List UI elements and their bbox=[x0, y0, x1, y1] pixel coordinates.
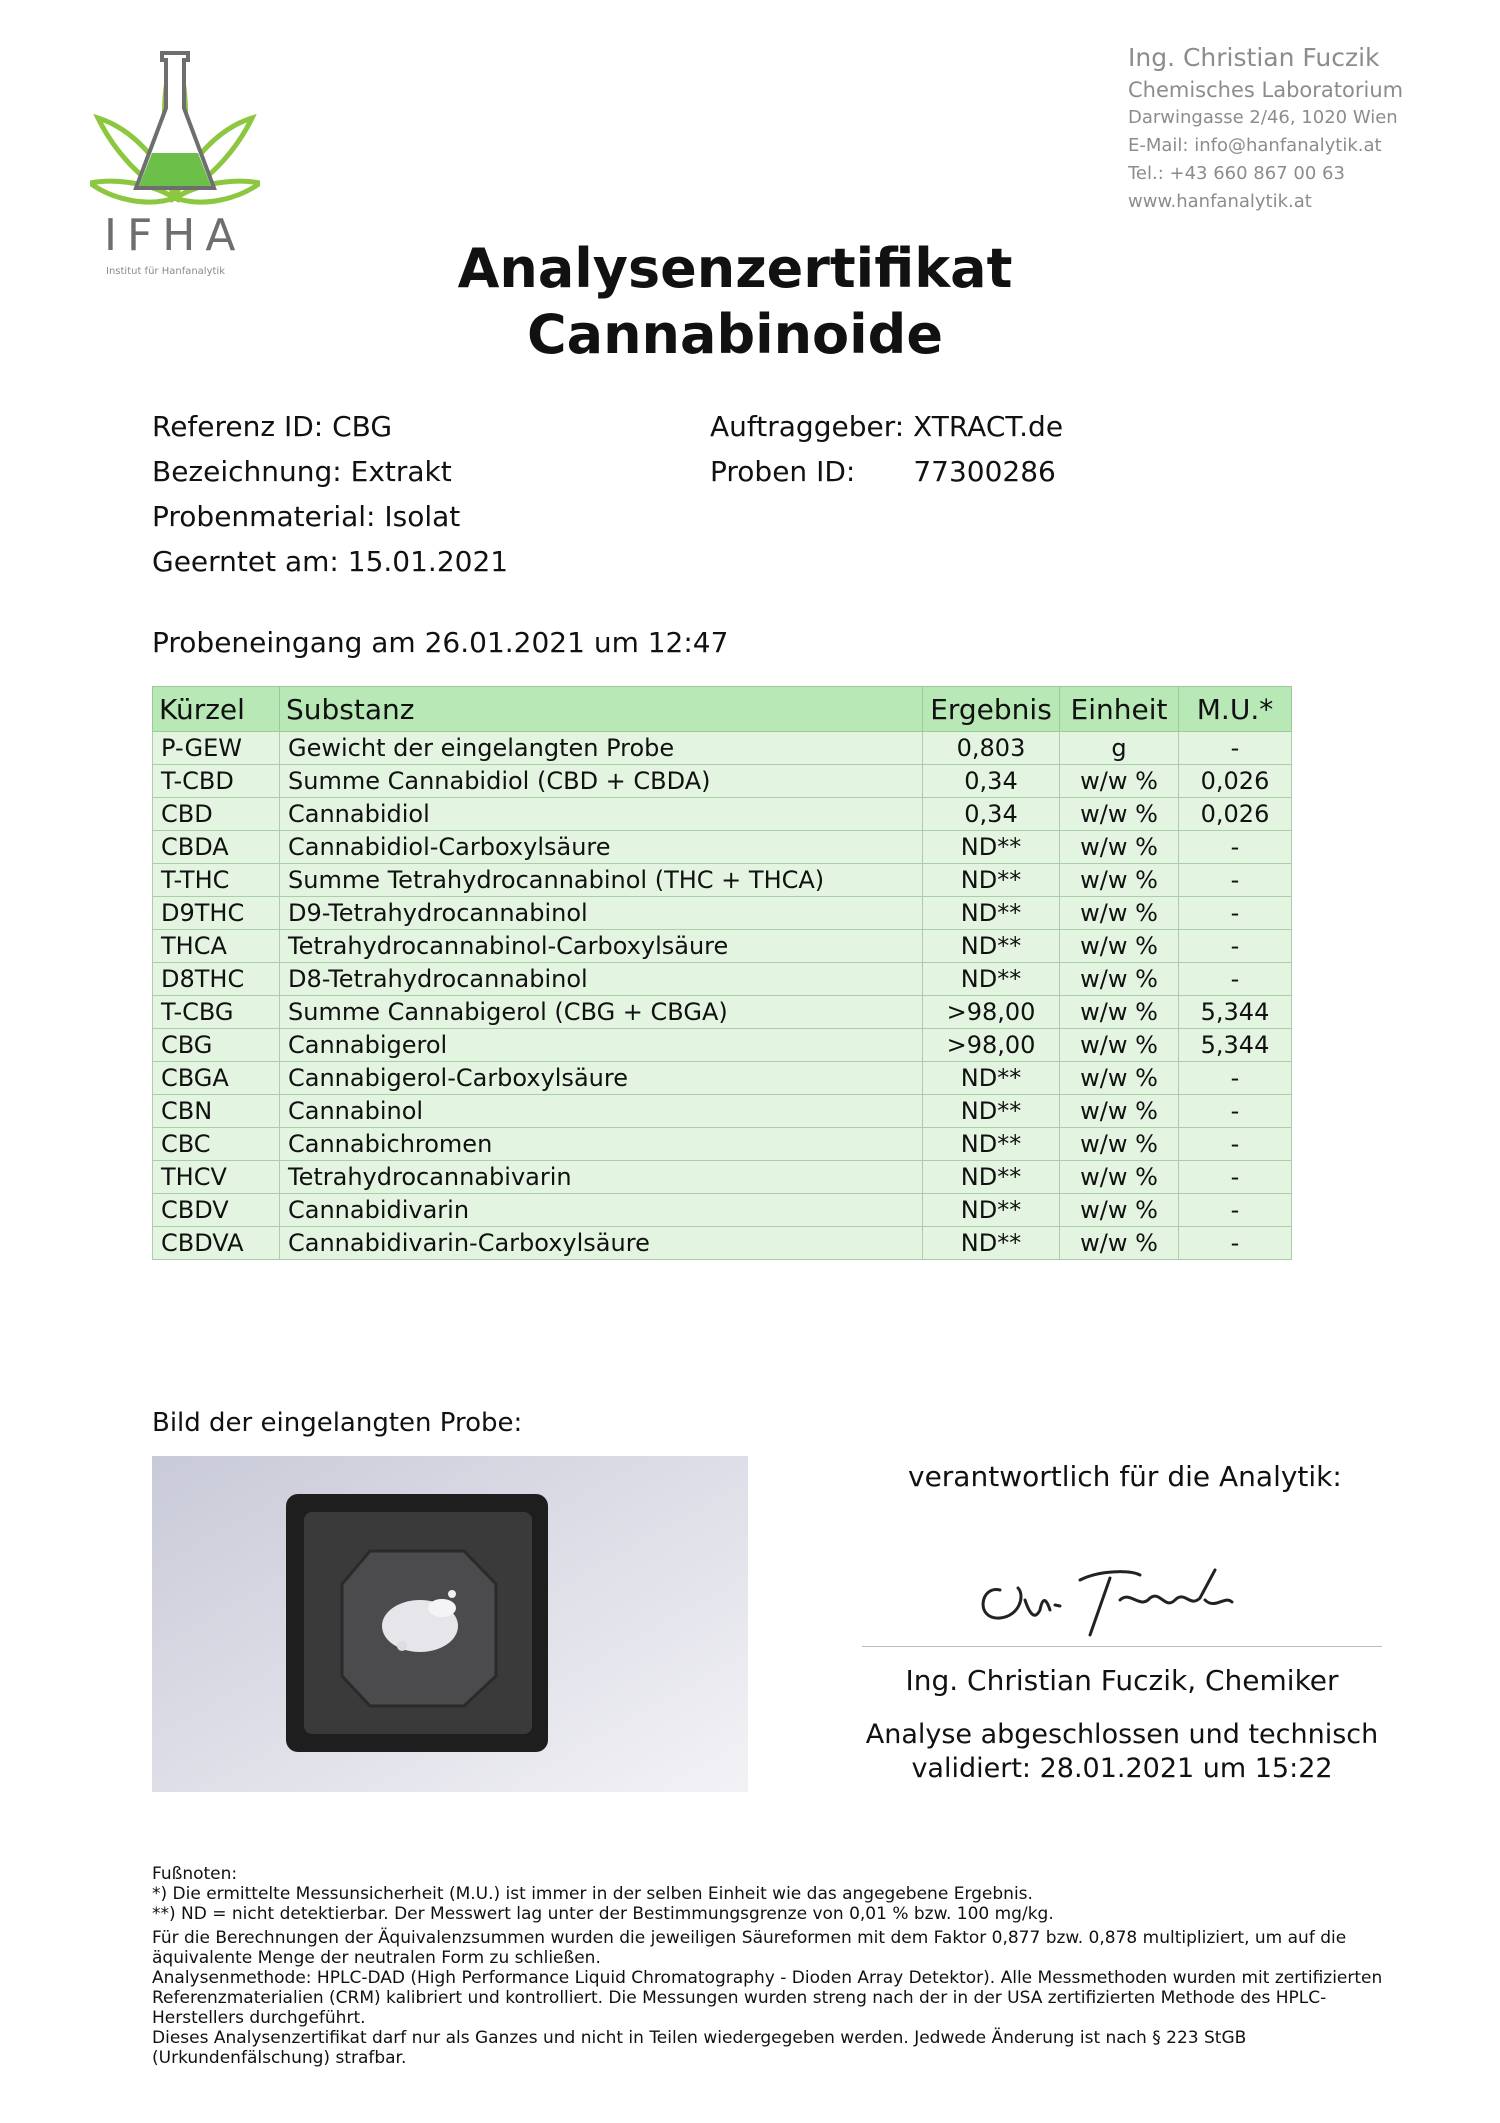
bezeichnung: Bezeichnung: Extrakt bbox=[152, 455, 452, 488]
logo-subtitle: Institut für Hanfanalytik bbox=[106, 266, 225, 277]
cell-kuerzel: T-CBG bbox=[153, 996, 280, 1029]
proben-id-value: 77300286 bbox=[913, 455, 1056, 488]
cell-kuerzel: CBN bbox=[153, 1095, 280, 1128]
cell-kuerzel: CBDV bbox=[153, 1194, 280, 1227]
footnote-calculation: Für die Berechnungen der Äquivalenzsummen wurden die jeweiligen Säureformen mit dem Faktor 0,877 bzw. 0,878 multipliziert, um auf die äquivalente Menge der neutralen Form zu schließen. bbox=[152, 1928, 1347, 1968]
table-row bbox=[153, 1095, 1292, 1128]
cell-ergebnis: >98,00 bbox=[923, 996, 1060, 1029]
cell-einheit: w/w % bbox=[1060, 930, 1179, 963]
cell-substanz: Gewicht der eingelangten Probe bbox=[280, 732, 923, 765]
cell-ergebnis: ND** bbox=[923, 1161, 1060, 1194]
cell-einheit: w/w % bbox=[1060, 897, 1179, 930]
table-row bbox=[153, 1161, 1292, 1194]
cell-mu: - bbox=[1179, 897, 1292, 930]
footnote-copyright: Dieses Analysenzertifikat darf nur als Ganzes und nicht in Teilen wiedergegeben werden. Jedwede Änderung ist nach § 223 StGB (Urkundenfälschung) strafbar. bbox=[152, 2028, 1247, 2068]
cell-ergebnis: ND** bbox=[923, 1095, 1060, 1128]
lab-website[interactable]: www.hanfanalytik.at bbox=[1128, 191, 1312, 212]
cell-substanz: Tetrahydrocannabinol-Carboxylsäure bbox=[280, 930, 923, 963]
cell-mu: - bbox=[1179, 1227, 1292, 1260]
title-line-1: Analysenzertifikat bbox=[457, 237, 1013, 300]
cell-kuerzel: T-CBD bbox=[153, 765, 280, 798]
cell-mu: 0,026 bbox=[1179, 798, 1292, 831]
cell-einheit: w/w % bbox=[1060, 1194, 1179, 1227]
table-row bbox=[153, 732, 1292, 765]
cell-ergebnis: ND** bbox=[923, 1128, 1060, 1161]
signature-line bbox=[862, 1646, 1382, 1647]
table-row bbox=[153, 930, 1292, 963]
header-kuerzel: Kürzel bbox=[153, 687, 280, 732]
cell-einheit: w/w % bbox=[1060, 996, 1179, 1029]
cell-einheit: w/w % bbox=[1060, 1161, 1179, 1194]
table-row bbox=[153, 1128, 1292, 1161]
cell-ergebnis: ND** bbox=[923, 864, 1060, 897]
cell-substanz: Cannabidiol bbox=[280, 798, 923, 831]
cell-substanz: Cannabidiol-Carboxylsäure bbox=[280, 831, 923, 864]
cell-ergebnis: ND** bbox=[923, 1227, 1060, 1260]
auftraggeber: Auftraggeber: XTRACT.de bbox=[710, 410, 1064, 443]
validation-line-2: validiert: 28.01.2021 um 15:22 bbox=[911, 1753, 1333, 1784]
cell-substanz: Cannabidivarin-Carboxylsäure bbox=[280, 1227, 923, 1260]
table-row bbox=[153, 897, 1292, 930]
cell-kuerzel: THCA bbox=[153, 930, 280, 963]
cell-einheit: w/w % bbox=[1060, 1095, 1179, 1128]
cell-mu: - bbox=[1179, 1062, 1292, 1095]
table-row bbox=[153, 831, 1292, 864]
cell-substanz: Tetrahydrocannabivarin bbox=[280, 1161, 923, 1194]
cell-ergebnis: 0,34 bbox=[923, 798, 1060, 831]
sample-image-label: Bild der eingelangten Probe: bbox=[152, 1408, 523, 1438]
cell-kuerzel: CBD bbox=[153, 798, 280, 831]
cell-einheit: w/w % bbox=[1060, 765, 1179, 798]
table-row bbox=[153, 996, 1292, 1029]
cell-ergebnis: ND** bbox=[923, 1062, 1060, 1095]
cell-ergebnis: ND** bbox=[923, 1194, 1060, 1227]
cell-mu: - bbox=[1179, 831, 1292, 864]
header-einheit: Einheit bbox=[1060, 687, 1179, 732]
validation-line-1: Analyse abgeschlossen und technisch bbox=[865, 1719, 1379, 1750]
cell-substanz: Cannabidivarin bbox=[280, 1194, 923, 1227]
cell-kuerzel: THCV bbox=[153, 1161, 280, 1194]
cell-kuerzel: CBG bbox=[153, 1029, 280, 1062]
validation-note bbox=[862, 1718, 1382, 1786]
cell-substanz: D8-Tetrahydrocannabinol bbox=[280, 963, 923, 996]
cell-ergebnis: >98,00 bbox=[923, 1029, 1060, 1062]
cell-einheit: w/w % bbox=[1060, 1029, 1179, 1062]
cell-mu: - bbox=[1179, 930, 1292, 963]
sample-meta-left bbox=[152, 404, 508, 584]
cell-ergebnis: ND** bbox=[923, 930, 1060, 963]
referenz-id: Referenz ID: CBG bbox=[152, 410, 393, 443]
cell-einheit: w/w % bbox=[1060, 1062, 1179, 1095]
cell-ergebnis: ND** bbox=[923, 831, 1060, 864]
cell-substanz: Cannabigerol bbox=[280, 1029, 923, 1062]
footnotes-title: Fußnoten: bbox=[152, 1864, 238, 1884]
cell-substanz: Cannabichromen bbox=[280, 1128, 923, 1161]
lab-name: Ing. Christian Fuczik bbox=[1128, 43, 1380, 72]
cell-einheit: w/w % bbox=[1060, 831, 1179, 864]
cell-substanz: Summe Cannabigerol (CBG + CBGA) bbox=[280, 996, 923, 1029]
cell-ergebnis: ND** bbox=[923, 963, 1060, 996]
table-row bbox=[153, 765, 1292, 798]
cell-mu: - bbox=[1179, 1095, 1292, 1128]
cell-ergebnis: 0,803 bbox=[923, 732, 1060, 765]
sample-meta-right bbox=[710, 404, 1063, 494]
cell-substanz: D9-Tetrahydrocannabinol bbox=[280, 897, 923, 930]
cell-kuerzel: P-GEW bbox=[153, 732, 280, 765]
table-row bbox=[153, 1194, 1292, 1227]
footnote-nd: **) ND = nicht detektierbar. Der Messwert lag unter der Bestimmungsgrenze von 0,01 % bzw. 100 mg/kg. bbox=[152, 1904, 1054, 1924]
document-title bbox=[0, 236, 1470, 368]
cell-einheit: w/w % bbox=[1060, 1227, 1179, 1260]
cell-mu: 5,344 bbox=[1179, 996, 1292, 1029]
cell-einheit: w/w % bbox=[1060, 798, 1179, 831]
cell-mu: 5,344 bbox=[1179, 1029, 1292, 1062]
title-line-2: Cannabinoide bbox=[527, 303, 943, 366]
cell-kuerzel: CBC bbox=[153, 1128, 280, 1161]
cell-ergebnis: ND** bbox=[923, 897, 1060, 930]
cell-substanz: Cannabigerol-Carboxylsäure bbox=[280, 1062, 923, 1095]
proben-id-label: Proben ID: bbox=[710, 455, 856, 488]
cell-einheit: w/w % bbox=[1060, 864, 1179, 897]
cell-einheit: w/w % bbox=[1060, 963, 1179, 996]
lab-phone: Tel.: +43 660 867 00 63 bbox=[1128, 163, 1345, 184]
table-row bbox=[153, 1227, 1292, 1260]
signature bbox=[970, 1540, 1270, 1640]
cell-einheit: g bbox=[1060, 732, 1179, 765]
header-substanz: Substanz bbox=[280, 687, 923, 732]
cell-kuerzel: D9THC bbox=[153, 897, 280, 930]
cell-kuerzel: CBDVA bbox=[153, 1227, 280, 1260]
table-row bbox=[153, 798, 1292, 831]
table-row bbox=[153, 1029, 1292, 1062]
cell-kuerzel: D8THC bbox=[153, 963, 280, 996]
probeneingang: Probeneingang am 26.01.2021 um 12:47 bbox=[152, 626, 729, 659]
cell-mu: - bbox=[1179, 864, 1292, 897]
results-table bbox=[152, 686, 1292, 1260]
cell-ergebnis: 0,34 bbox=[923, 765, 1060, 798]
chemist-name: Ing. Christian Fuczik, Chemiker bbox=[905, 1664, 1339, 1697]
lab-email[interactable]: E-Mail: info@hanfanalytik.at bbox=[1128, 135, 1382, 156]
logo-wordmark: IFHA bbox=[104, 210, 246, 261]
responsible-label: verantwortlich für die Analytik: bbox=[908, 1460, 1342, 1493]
sample-photo bbox=[152, 1456, 748, 1792]
cell-substanz: Cannabinol bbox=[280, 1095, 923, 1128]
header-ergebnis: Ergebnis bbox=[923, 687, 1060, 732]
cell-substanz: Summe Tetrahydrocannabinol (THC + THCA) bbox=[280, 864, 923, 897]
table-row bbox=[153, 963, 1292, 996]
cell-kuerzel: T-THC bbox=[153, 864, 280, 897]
lab-header bbox=[1128, 40, 1403, 216]
cell-substanz: Summe Cannabidiol (CBD + CBDA) bbox=[280, 765, 923, 798]
cell-kuerzel: CBGA bbox=[153, 1062, 280, 1095]
header-mu: M.U.* bbox=[1179, 687, 1292, 732]
table-row bbox=[153, 1062, 1292, 1095]
footnote-mu: *) Die ermittelte Messunsicherheit (M.U.) ist immer in der selben Einheit wie das angegebene Ergebnis. bbox=[152, 1884, 1033, 1904]
lab-type: Chemisches Laboratorium bbox=[1128, 78, 1404, 102]
table-row bbox=[153, 864, 1292, 897]
probenmaterial: Probenmaterial: Isolat bbox=[152, 500, 461, 533]
cell-mu: - bbox=[1179, 732, 1292, 765]
cell-einheit: w/w % bbox=[1060, 1128, 1179, 1161]
geerntet: Geerntet am: 15.01.2021 bbox=[152, 545, 509, 578]
proben-id bbox=[710, 449, 1063, 494]
cell-mu: - bbox=[1179, 1161, 1292, 1194]
cell-mu: - bbox=[1179, 1128, 1292, 1161]
footnotes bbox=[152, 1864, 1412, 2068]
lab-address: Darwingasse 2/46, 1020 Wien bbox=[1128, 107, 1398, 128]
footnote-method: Analysenmethode: HPLC-DAD (High Performance Liquid Chromatography - Dioden Array Detektor). Alle Messmethoden wurden mit zertifizierten Referenzmaterialien (CRM) kalibriert und kontrolliert. Die Messungen wurden streng nach der in der USA zertifizierten Methode des HPLC-Herstellers durchgeführt. bbox=[152, 1968, 1383, 2028]
cell-mu: - bbox=[1179, 1194, 1292, 1227]
cell-mu: - bbox=[1179, 963, 1292, 996]
cell-mu: 0,026 bbox=[1179, 765, 1292, 798]
table-header-row bbox=[153, 687, 1292, 732]
cell-kuerzel: CBDA bbox=[153, 831, 280, 864]
